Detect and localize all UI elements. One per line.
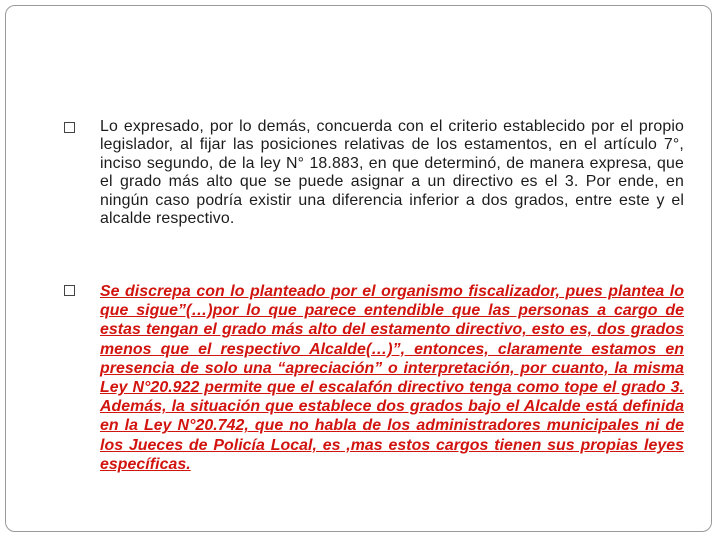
bullet-item-1 [84,118,684,228]
bullet-text-2: Se discrepa con lo planteado por el organismo fiscalizador, pues plantea lo que sigue”(…)por lo que parece entendible que las personas a cargo de estas tengan el grado más alto del estamento directivo, esto es, dos grados menos que el respectivo Alcalde(…)”, entonces, claramente estamos en presencia de solo una “apreciación” o interpretación, por cuanto, la misma Ley N°20.922 permite que el escalafón directivo tenga como tope el grado 3. Además, la situación que establece dos grados bajo el Alcalde está definida en la Ley N°20.742, que no habla de los administradores municipales ni de los Jueces de Policía Local, es ,mas estos cargos tienen sus propias leyes específicas. [100,283,684,473]
bullet-item-2 [84,282,684,474]
square-bullet-icon [64,285,75,296]
bullet-text-1: Lo expresado, por lo demás, concuerda con el criterio establecido por el propio legislador, al fijar las posiciones relativas de los estamentos, en el artículo 7°, inciso segundo, de la ley N° 18.883, en que determinó, de manera expresa, que el grado más alto que se puede asignar a un directivo es el 3. Por ende, en ningún caso podría existir una diferencia inferior a dos grados, entre este y el alcalde respectivo. [100,118,684,228]
square-bullet-icon [64,122,75,133]
